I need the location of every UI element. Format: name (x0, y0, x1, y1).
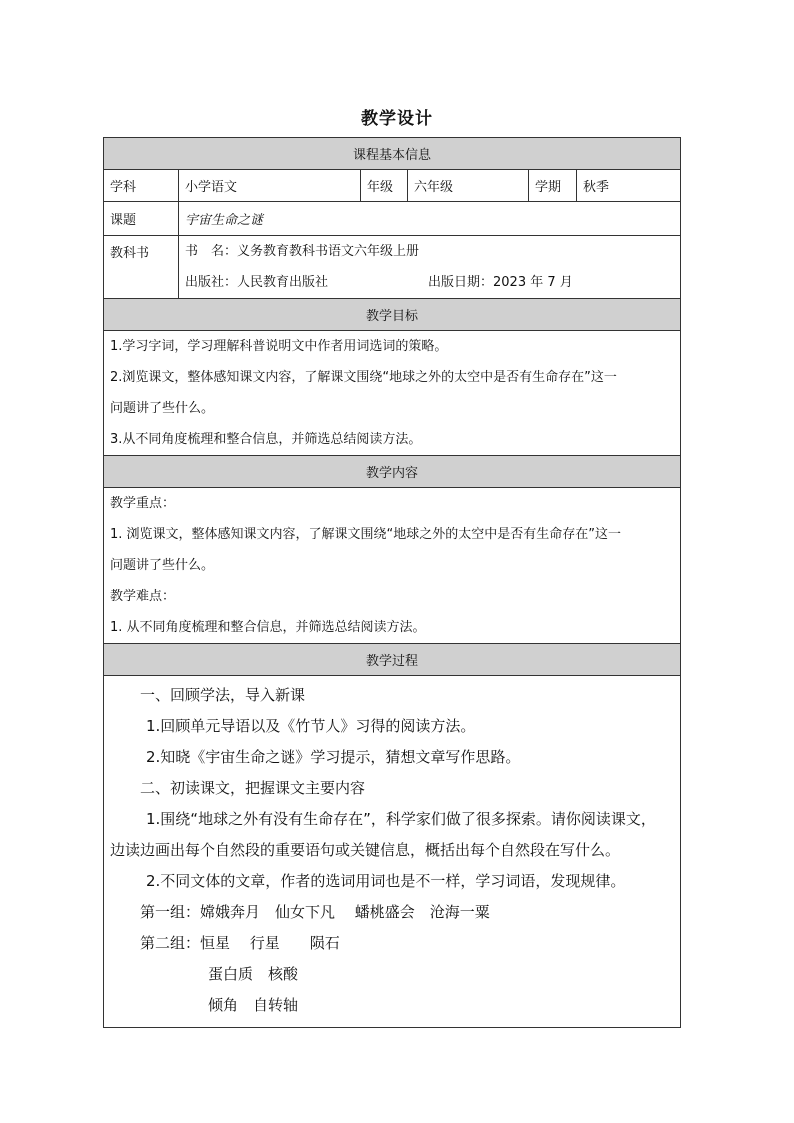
textbook-info (179, 236, 681, 299)
process-line: 2.知晓《宇宙生命之谜》学习提示，猜想文章写作思路。 (146, 748, 521, 766)
process-line: 一、回顾学法，导入新课 (140, 686, 306, 704)
content-line: 1. 从不同角度梳理和整合信息，并筛选总结阅读方法。 (110, 620, 426, 635)
objectives-body (104, 331, 681, 456)
content-header: 教学内容 (104, 456, 681, 488)
objective-line: 2.浏览课文，整体感知课文内容，了解课文围绕“地球之外的太空中是否有生命存在”这一 (110, 370, 617, 385)
page-title: 教学设计 (361, 109, 433, 129)
process-body (104, 676, 681, 1028)
publisher: 出版社：人民教育出版社 (185, 275, 329, 290)
process-line: 第二组：恒星 行星 陨石 (140, 934, 340, 952)
topic-value: 宇宙生命之谜 (179, 202, 681, 236)
subject-label: 学科 (104, 170, 179, 202)
lesson-plan-table (103, 137, 681, 1028)
content-line: 问题讲了些什么。 (110, 558, 215, 573)
content-row (104, 488, 681, 644)
publisher-line (185, 267, 674, 298)
book-name: 书 名：义务教育教科书语文六年级上册 (185, 244, 420, 259)
objectives-header-row (104, 299, 681, 331)
textbook-row (104, 236, 681, 299)
process-row (104, 676, 681, 1028)
process-line: 第一组：嫦娥奔月 仙女下凡 蟠桃盛会 沧海一粟 (140, 903, 490, 921)
subject-row (104, 170, 681, 202)
textbook-label: 教科书 (104, 236, 179, 299)
process-line: 二、初读课文，把握课文主要内容 (140, 779, 366, 797)
process-line: 倾角 自转轴 (208, 996, 299, 1014)
process-line: 蛋白质 核酸 (208, 965, 299, 983)
term-value: 秋季 (577, 170, 681, 202)
process-header: 教学过程 (104, 644, 681, 676)
process-line: 2.不同文体的文章，作者的选词用词也是不一样，学习词语，发现规律。 (146, 872, 626, 890)
topic-row (104, 202, 681, 236)
publish-date: 出版日期：2023 年 7 月 (428, 275, 573, 290)
basic-info-header: 课程基本信息 (104, 138, 681, 170)
topic-label: 课题 (104, 202, 179, 236)
process-line: 1.围绕“地球之外有没有生命存在”，科学家们做了很多探索。请你阅读课文， (146, 810, 656, 828)
content-line: 教学重点： (110, 496, 176, 511)
process-line: 边读边画出每个自然段的重要语句或关键信息，概括出每个自然段在写什么。 (110, 841, 621, 859)
grade-value: 六年级 (408, 170, 529, 202)
process-line: 1.回顾单元导语以及《竹节人》习得的阅读方法。 (146, 717, 476, 735)
content-line: 1. 浏览课文，整体感知课文内容，了解课文围绕“地球之外的太空中是否有生命存在”这一 (110, 527, 622, 542)
objectives-row (104, 331, 681, 456)
objective-line: 3.从不同角度梳理和整合信息，并筛选总结阅读方法。 (110, 432, 422, 447)
objective-line: 问题讲了些什么。 (110, 401, 215, 416)
objectives-header: 教学目标 (104, 299, 681, 331)
basic-info-header-row (104, 138, 681, 170)
term-label: 学期 (529, 170, 577, 202)
content-header-row (104, 456, 681, 488)
process-header-row (104, 644, 681, 676)
objective-line: 1.学习字词，学习理解科普说明文中作者用词选词的策略。 (110, 339, 448, 354)
subject-value: 小学语文 (179, 170, 361, 202)
content-body (104, 488, 681, 644)
content-line: 教学难点： (110, 589, 176, 604)
grade-label: 年级 (361, 170, 408, 202)
